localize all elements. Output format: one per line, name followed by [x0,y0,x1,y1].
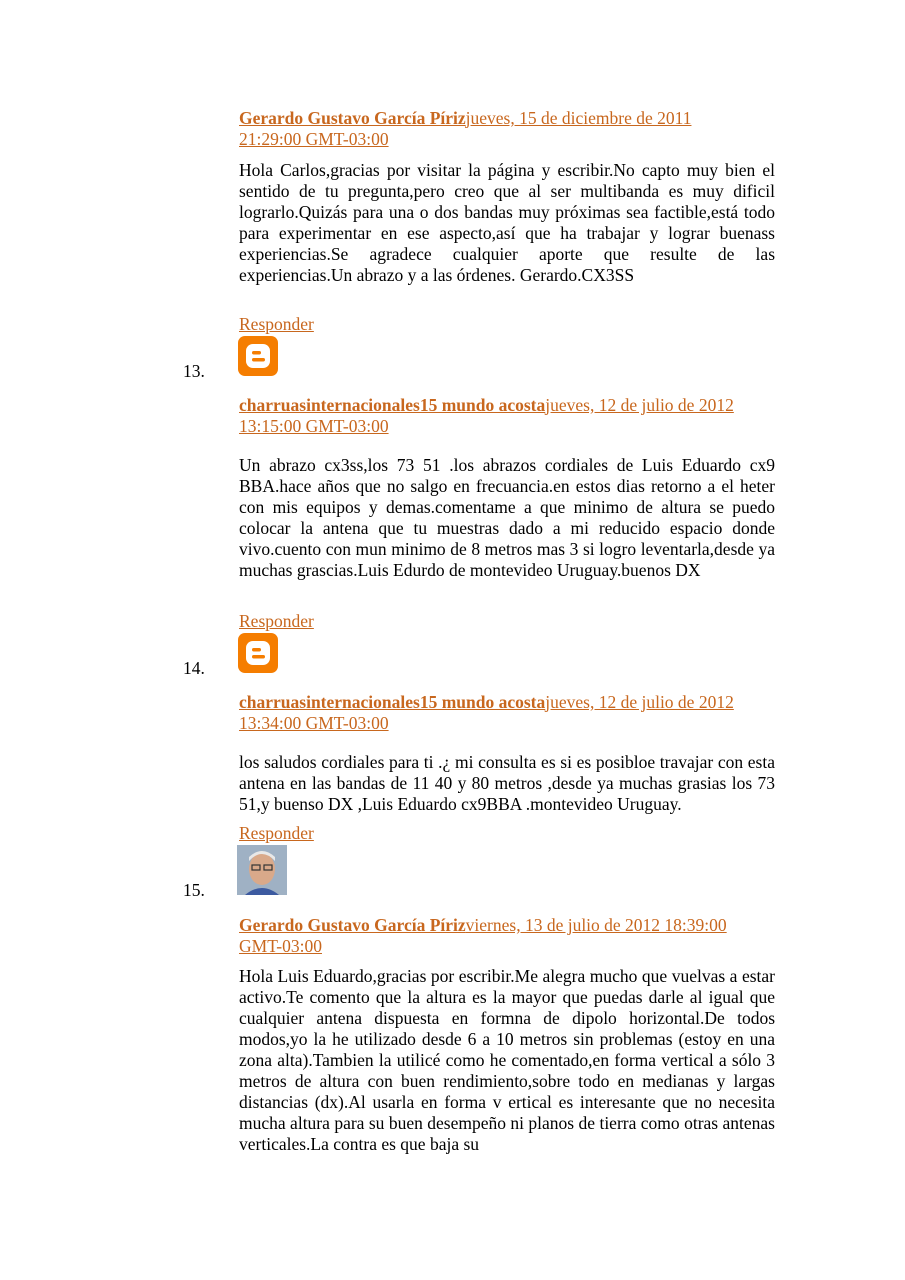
blogger-icon[interactable] [238,633,278,673]
reply-link[interactable]: Responder [239,823,314,843]
user-photo-icon [237,845,287,895]
user-photo-avatar[interactable] [237,845,287,895]
comment-author-link[interactable]: charruasinternacionales15 mundo acostajueves, 12 de julio de 2012 13:15:00 GMT-03:00 [239,395,734,436]
comment-header [239,692,775,734]
reply-link[interactable]: Responder [239,611,314,631]
blogger-b-icon [243,638,273,668]
comment-number: 15. [183,880,205,900]
comment-number: 14. [183,658,205,678]
comment-body: Un abrazo cx3ss,los 73 51 .los abrazos cordiales de Luis Eduardo cx9 BBA.hace años que no salgo en frecuancia.en estos dias retorno a el heter con mis equipos y demas.comentame a que minimo de altura se puedo colocar la antena que tu muestras dado a mi reducido espacio donde vivo.cuento con mun minimo de 8 metros mas 3 si logro leventarla,desde ya muchas grascias.Luis Edurdo de montevideo Uruguay.buenos DX [239,455,775,580]
comment-author-link[interactable]: charruasinternacionales15 mundo acostajueves, 12 de julio de 2012 13:34:00 GMT-03:00 [239,692,734,733]
blogger-b-icon [243,341,273,371]
comment-author-link[interactable]: Gerardo Gustavo García Pírizviernes, 13 de julio de 2012 18:39:00 GMT-03:00 [239,915,727,956]
blogger-icon[interactable] [238,336,278,376]
reply-link[interactable]: Responder [239,314,314,334]
comment-body: Hola Carlos,gracias por visitar la página y escribir.No capto muy bien el sentido de tu pregunta,pero creo que al ser multibanda es muy dificil lograrlo.Quizás para una o dos bandas muy próximas sea factible,está todo para experimentar en ese aspecto,así que ha trabajar y lograr buenass experiencias.Se agradece cualquier aporte que resulte de las experiencias.Un abrazo y a las órdenes. Gerardo.CX3SS [239,160,775,285]
comment-header [239,915,775,957]
comment-body: los saludos cordiales para ti .¿ mi consulta es si es posibloe travajar con esta antena en las bandas de 11 40 y 80 metros ,desde ya muchas grasias los 73 51,y buenso DX ,Luis Eduardo cx9BBA .montevideo Uruguay. [239,752,775,814]
comment-number: 13. [183,361,205,381]
comment-author-link[interactable]: Gerardo Gustavo García Pírizjueves, 15 de diciembre de 2011 21:29:00 GMT-03:00 [239,108,692,149]
comment-body: Hola Luis Eduardo,gracias por escribir.Me alegra mucho que vuelvas a estar activo.Te comento que la altura es la mayor que puedas darle al igual que cualquier antena dispuesta en formna de dipolo horizontal.De todos modos,yo la he utilizado desde 6 a 10 metros sin problemas (estoy en una zona alta).Tambien la utilicé como he comentado,en forma vertical a sólo 3 metros de altura con buen rendimiento,sobre todo en medianas y largas distancias (dx).Al usarla en forma v ertical es interesante que no necesita mucha altura para su buen desempeño ni planos de tierra como otras antenas verticales.La contra es que baja su [239,966,775,1154]
comment-header [239,108,775,150]
comment-header [239,395,775,437]
